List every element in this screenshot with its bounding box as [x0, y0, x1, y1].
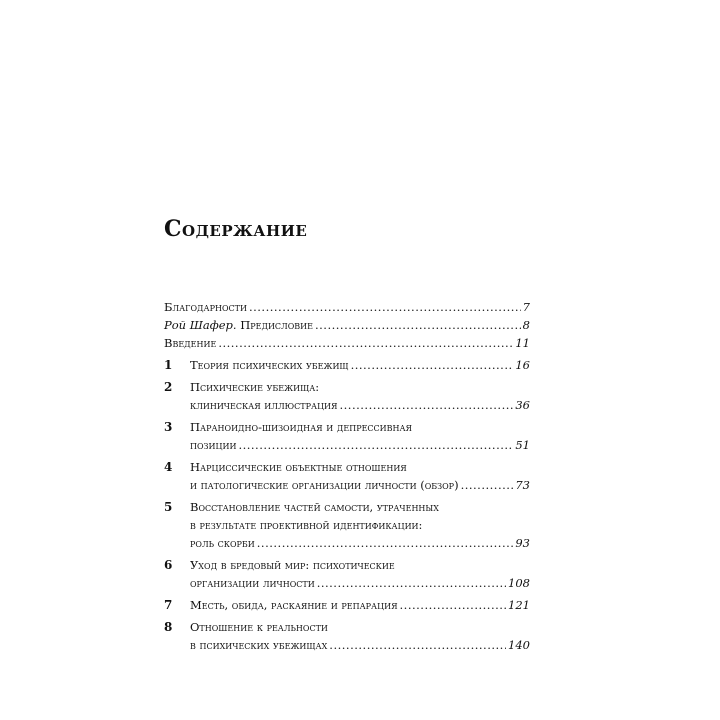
toc-page-number: 73 — [515, 478, 530, 492]
chapter-title-line: Месть, обида, раскаяние и репарация — [190, 598, 398, 612]
dot-leader — [400, 596, 507, 614]
chapter-title-line: позиции — [190, 438, 237, 452]
toc-page-number: 7 — [522, 300, 530, 314]
toc-entry-introduction[interactable] — [164, 334, 530, 352]
dot-leader — [218, 334, 513, 352]
chapter-number: 3 — [164, 420, 173, 434]
toc-chapter-4[interactable] — [164, 458, 530, 494]
chapter-number: 1 — [164, 358, 173, 372]
chapter-title-line: Отношение к реальности — [190, 620, 328, 634]
chapter-title-line: роль скорби — [190, 536, 255, 550]
chapter-title-line: Уход в бредовый мир: психотические — [190, 558, 395, 572]
toc-chapter-8[interactable] — [164, 618, 530, 654]
chapter-title-line: клиническая иллюстрация — [190, 398, 338, 412]
dot-leader — [461, 476, 514, 494]
chapter-title-line: в психических убежищах — [190, 638, 328, 652]
chapter-number: 4 — [164, 460, 173, 474]
toc-chapter-1[interactable] — [164, 356, 530, 374]
table-of-contents — [164, 298, 530, 654]
chapter-title-line: Теория психических убежищ — [190, 358, 349, 372]
toc-page-number: 140 — [508, 638, 530, 652]
page-title: Содержание — [164, 216, 308, 242]
chapter-number: 6 — [164, 558, 173, 572]
chapter-number: 8 — [164, 620, 173, 634]
chapter-number: 2 — [164, 380, 173, 394]
chapter-title-line: и патологические организации личности (обзор) — [190, 478, 459, 492]
toc-entry-title: Предисловие — [240, 318, 313, 332]
toc-entry-title: Введение — [164, 336, 217, 350]
chapter-number: 7 — [164, 598, 173, 612]
toc-page-number: 108 — [508, 576, 530, 590]
chapter-title-line: Восстановление частей самости, утраченных — [190, 500, 439, 514]
chapter-title-line: в результате проективной идентификации: — [190, 518, 423, 532]
toc-entry-preface[interactable] — [164, 316, 530, 334]
toc-chapter-5[interactable] — [164, 498, 530, 552]
toc-chapter-6[interactable] — [164, 556, 530, 592]
dot-leader — [257, 534, 514, 552]
toc-entry-title: Благодарности — [164, 300, 247, 314]
toc-page-number: 51 — [515, 438, 530, 452]
dot-leader — [340, 396, 514, 414]
toc-page-number: 93 — [515, 536, 530, 550]
chapter-title-line: Психические убежища: — [190, 380, 320, 394]
toc-page-number: 16 — [515, 358, 530, 372]
chapter-title-line: Нарциссические объектные отношения — [190, 460, 407, 474]
toc-chapter-7[interactable] — [164, 596, 530, 614]
dot-leader — [238, 436, 513, 454]
toc-chapter-3[interactable] — [164, 418, 530, 454]
dot-leader — [351, 356, 514, 374]
toc-page-number: 36 — [515, 398, 530, 412]
toc-chapter-2[interactable] — [164, 378, 530, 414]
dot-leader — [315, 316, 521, 334]
dot-leader — [249, 298, 521, 316]
toc-page-number: 8 — [522, 318, 530, 332]
toc-entry-author: Рой Шафер. — [164, 318, 237, 332]
chapter-title-line: организации личности — [190, 576, 315, 590]
toc-page-number: 121 — [508, 598, 530, 612]
toc-entry-acknowledgements[interactable] — [164, 298, 530, 316]
dot-leader — [329, 636, 506, 654]
chapter-number: 5 — [164, 500, 173, 514]
toc-page-number: 11 — [515, 336, 530, 350]
chapter-title-line: Параноидно-шизоидная и депрессивная — [190, 420, 413, 434]
dot-leader — [317, 574, 506, 592]
